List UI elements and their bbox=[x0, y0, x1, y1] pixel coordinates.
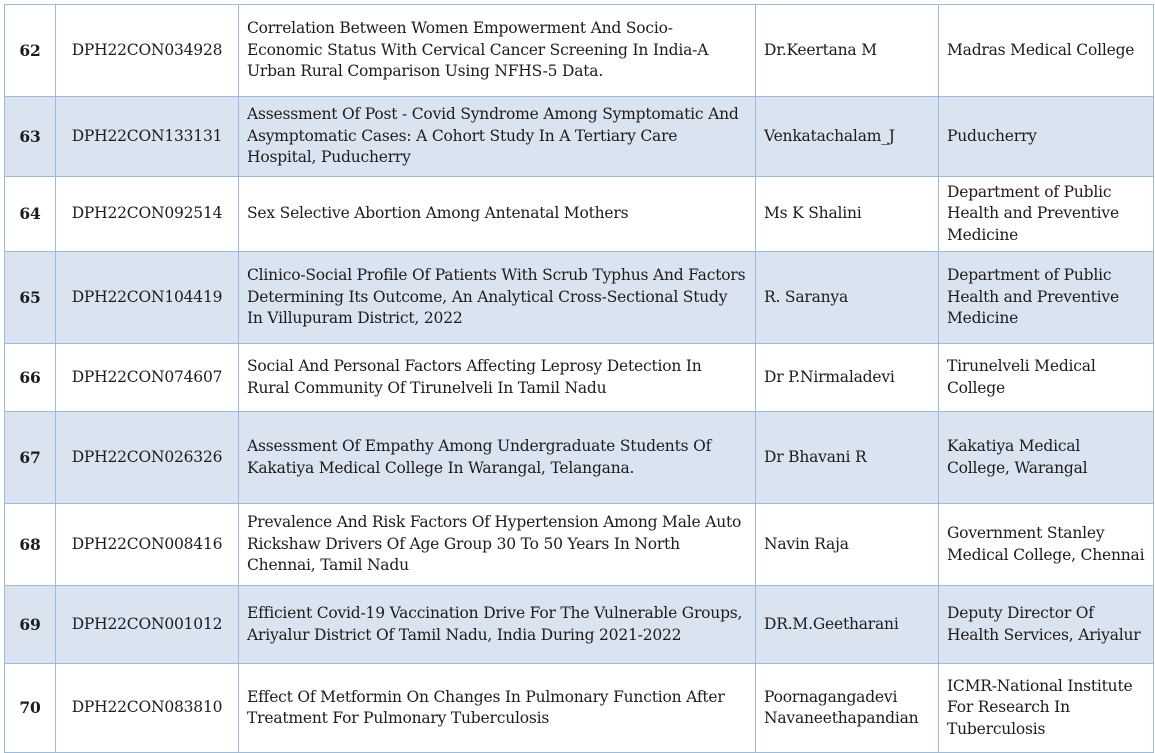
institution-name: Department of Public Health and Preventive Medicine bbox=[939, 252, 1154, 344]
institution-name: Department of Public Health and Preventive Medicine bbox=[939, 177, 1154, 252]
abstract-code: DPH22CON026326 bbox=[56, 412, 239, 504]
institution-name: Madras Medical College bbox=[939, 5, 1154, 97]
row-number: 64 bbox=[5, 177, 56, 252]
table-row bbox=[5, 412, 1154, 504]
abstract-title: Assessment Of Post - Covid Syndrome Among Symptomatic And Asymptomatic Cases: A Cohort Study In A Tertiary Care Hospital, Puducherry bbox=[239, 97, 756, 177]
institution-name: ICMR-National Institute For Research In Tuberculosis bbox=[939, 664, 1154, 753]
table-row bbox=[5, 504, 1154, 586]
author-name: Navin Raja bbox=[756, 504, 939, 586]
abstract-title: Sex Selective Abortion Among Antenatal Mothers bbox=[239, 177, 756, 252]
author-name: Dr P.Nirmaladevi bbox=[756, 344, 939, 412]
table-row bbox=[5, 664, 1154, 753]
row-number: 68 bbox=[5, 504, 56, 586]
abstract-title: Social And Personal Factors Affecting Leprosy Detection In Rural Community Of Tirunelveli In Tamil Nadu bbox=[239, 344, 756, 412]
table-row bbox=[5, 586, 1154, 664]
table-row bbox=[5, 344, 1154, 412]
row-number: 69 bbox=[5, 586, 56, 664]
row-number: 67 bbox=[5, 412, 56, 504]
abstract-code: DPH22CON104419 bbox=[56, 252, 239, 344]
author-name: Dr.Keertana M bbox=[756, 5, 939, 97]
abstract-code: DPH22CON008416 bbox=[56, 504, 239, 586]
abstract-table bbox=[4, 4, 1154, 753]
abstract-code: DPH22CON092514 bbox=[56, 177, 239, 252]
author-name: Dr Bhavani R bbox=[756, 412, 939, 504]
author-name: Poornagangadevi Navaneethapandian bbox=[756, 664, 939, 753]
row-number: 66 bbox=[5, 344, 56, 412]
abstract-title: Effect Of Metformin On Changes In Pulmonary Function After Treatment For Pulmonary Tuberculosis bbox=[239, 664, 756, 753]
table-row bbox=[5, 5, 1154, 97]
institution-name: Government Stanley Medical College, Chennai bbox=[939, 504, 1154, 586]
row-number: 62 bbox=[5, 5, 56, 97]
abstract-title: Correlation Between Women Empowerment And Socio-Economic Status With Cervical Cancer Screening In India-A Urban Rural Comparison Using NFHS-5 Data. bbox=[239, 5, 756, 97]
abstract-code: DPH22CON074607 bbox=[56, 344, 239, 412]
table-row bbox=[5, 252, 1154, 344]
abstract-title: Prevalence And Risk Factors Of Hypertension Among Male Auto Rickshaw Drivers Of Age Group 30 To 50 Years In North Chennai, Tamil Nadu bbox=[239, 504, 756, 586]
abstract-code: DPH22CON133131 bbox=[56, 97, 239, 177]
row-number: 63 bbox=[5, 97, 56, 177]
table-row bbox=[5, 177, 1154, 252]
row-number: 70 bbox=[5, 664, 56, 753]
table-row bbox=[5, 97, 1154, 177]
institution-name: Tirunelveli Medical College bbox=[939, 344, 1154, 412]
author-name: R. Saranya bbox=[756, 252, 939, 344]
author-name: DR.M.Geetharani bbox=[756, 586, 939, 664]
row-number: 65 bbox=[5, 252, 56, 344]
abstract-code: DPH22CON083810 bbox=[56, 664, 239, 753]
abstract-code: DPH22CON034928 bbox=[56, 5, 239, 97]
author-name: Ms K Shalini bbox=[756, 177, 939, 252]
abstract-title: Assessment Of Empathy Among Undergraduate Students Of Kakatiya Medical College In Warangal, Telangana. bbox=[239, 412, 756, 504]
institution-name: Kakatiya Medical College, Warangal bbox=[939, 412, 1154, 504]
abstract-title: Efficient Covid-19 Vaccination Drive For The Vulnerable Groups, Ariyalur District Of Tamil Nadu, India During 2021-2022 bbox=[239, 586, 756, 664]
abstract-code: DPH22CON001012 bbox=[56, 586, 239, 664]
institution-name: Puducherry bbox=[939, 97, 1154, 177]
abstract-title: Clinico-Social Profile Of Patients With Scrub Typhus And Factors Determining Its Outcome, An Analytical Cross-Sectional Study In Villupuram District, 2022 bbox=[239, 252, 756, 344]
author-name: Venkatachalam_J bbox=[756, 97, 939, 177]
institution-name: Deputy Director Of Health Services, Ariyalur bbox=[939, 586, 1154, 664]
